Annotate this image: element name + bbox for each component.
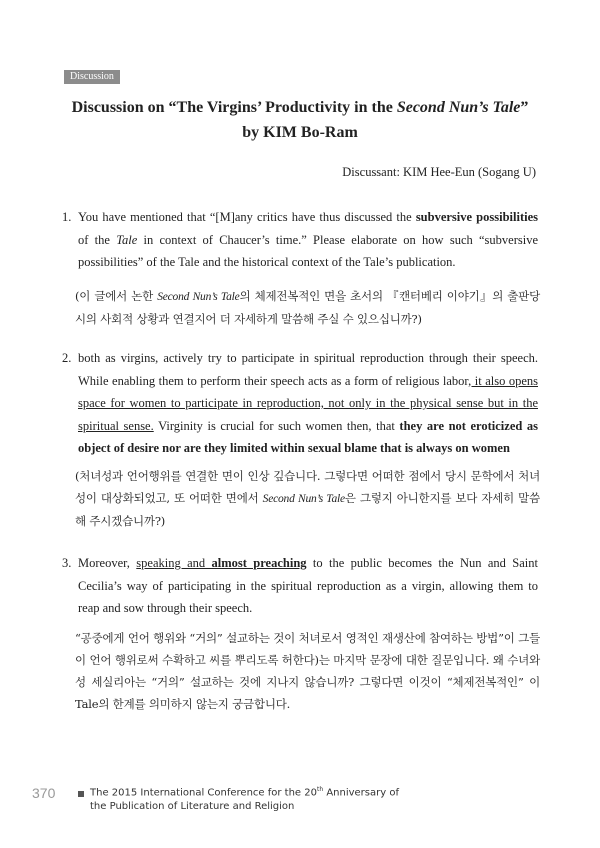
footer-text-run: The 2015 International Conference for the 20 (90, 787, 317, 799)
question-number: 3. (62, 556, 72, 570)
text-run: of the (78, 232, 117, 247)
byline: by KIM Bo-Ram (242, 124, 358, 141)
footer-line-1 (90, 783, 399, 800)
korean-run: 의 체제전복적인 면을 초서의 『캔터베리 이야기』의 출판당시의 사회적 상황과 연결지어 더 자세하게 말씀해 주실 수 있으십니까?) (75, 289, 540, 326)
discussant: Discussant: KIM Hee-Eun (Sogang U) (342, 165, 536, 179)
title-italic: Second Nun’s Tale (396, 99, 521, 116)
question-1-korean (75, 285, 540, 330)
text-run: Moreover, (78, 556, 137, 570)
korean-run: (처녀성과 언어행위를 연결한 면이 인상 깊습니다. 그렇다면 어떠한 점에서 당시 문학에서 처녀성이 대상화되었고, 또 어떠한 면에서 (75, 469, 540, 505)
footer-text-run: Anniversary of (323, 787, 399, 799)
italic-run: Tale (116, 232, 138, 247)
question-2-korean (75, 465, 540, 532)
question-text (78, 552, 538, 620)
underlined-run: , it also opens space for women to participate in reproduction, not only in the physical sense but in the spiritual sense. (78, 373, 538, 433)
italic-run: Second Nun’s Tale (157, 291, 240, 303)
bold-run: subversive possibilities (415, 210, 539, 224)
question-3-korean: “공중에게 언어 행위와 “거의” 설교하는 것이 처녀로서 영적인 재생산에 참여하는 방법”이 그들이 언어 행위로써 수확하고 씨를 뿌리도록 허한다)는 마지막 문장에 대한 질문입니다. 왜 수녀와 성 세실리아는 “거의” 설교하는 것에 지나지 않습니까? 그렇다면 이것이 “체제전복적인” 이 Tale의 한계를 의미하지 않는지 궁금합니다. (75, 631, 540, 711)
text-run: Virginity is crucial for such women then, that (153, 418, 400, 433)
korean-run: (이 글에서 논한 (75, 289, 158, 303)
underlined-run: speaking and (136, 556, 212, 570)
bullet-square-icon (78, 791, 84, 797)
text-run: both as virgins, actively try to participate in spiritual reproduction through their speech. While enabling them to perform their speech acts as a form of religious labor (78, 351, 538, 388)
question-text (78, 206, 538, 274)
title-end: ” (520, 99, 529, 116)
footer-line-2: the Publication of Literature and Religion (90, 801, 295, 813)
section-tag: Discussion (64, 70, 120, 84)
italic-run: Second Nun’s Tale (262, 493, 345, 505)
footer-superscript: th (316, 786, 324, 793)
korean-run: 은 그렇지 아니한지를 보다 자세히 말씀해 주시겠습니까?) (75, 491, 540, 528)
text-run: You have mentioned that “[M]any critics have thus discussed the (78, 210, 416, 224)
page-number: 370 (32, 785, 56, 801)
page-title (0, 98, 600, 118)
bold-run: they are not eroticized as object of desire nor are they limited within sexual blame that is always on women (78, 418, 538, 455)
question-number: 1. (62, 210, 72, 224)
question-1 (62, 206, 538, 274)
text-run: to the public becomes the Nun and Saint Cecilia’s way of participating in the spiritual reproduction as a virgin, allowing them to reap and sow through their speech. (78, 556, 538, 615)
bold-underlined-run: almost preaching (211, 556, 307, 570)
question-number: 2. (62, 351, 72, 365)
title-text: Discussion on “The Virgins’ Productivity in the (71, 99, 397, 116)
text-run: in context of Chaucer’s time.” Please elaborate on how such “subversive possibilities” of the Tale and the historical context of the Tale’s publication. (78, 232, 539, 269)
question-text (78, 347, 538, 460)
question-2 (62, 347, 538, 460)
question-3 (62, 552, 538, 620)
running-footer (90, 783, 399, 814)
